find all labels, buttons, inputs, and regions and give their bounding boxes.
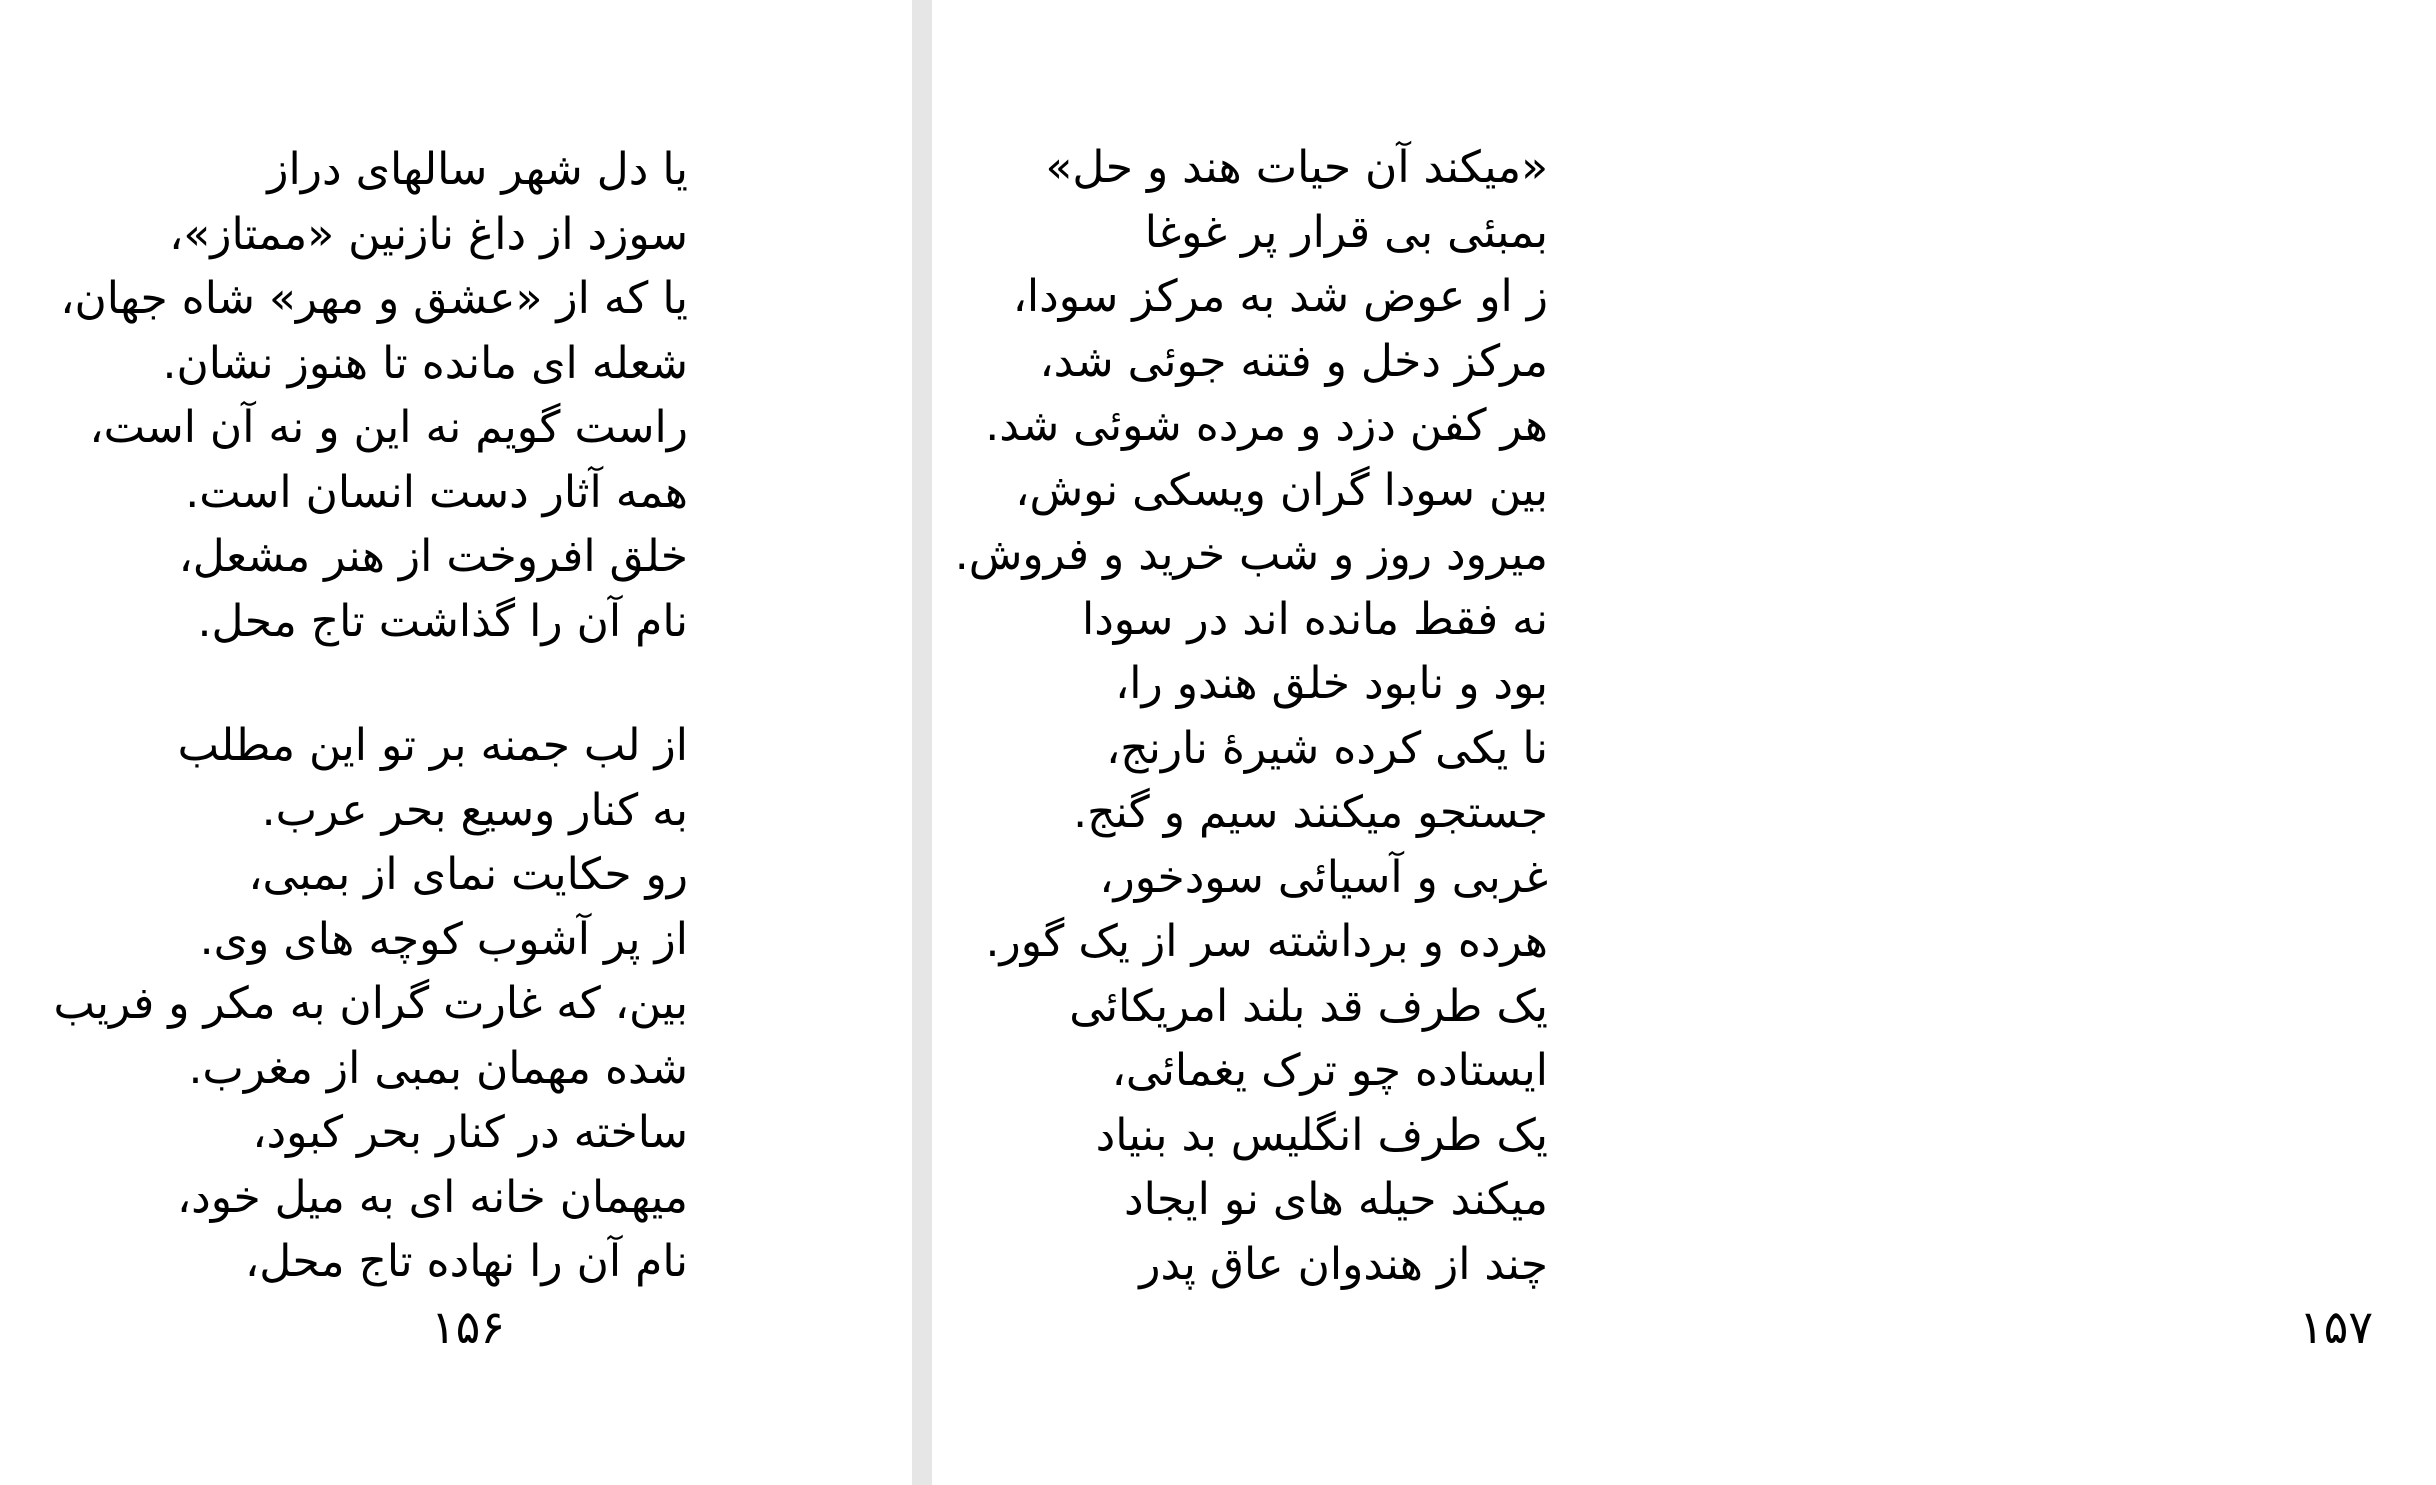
- verse-line: «میکند آن حیات هند و حل»: [1045, 142, 1548, 193]
- verse-line: بین، که غارت گران به مکر و فریب: [53, 978, 688, 1029]
- verse-line: ساخته در کنار بحر کبود،: [252, 1107, 688, 1158]
- verse-line: همه آثار دست انسان است.: [185, 466, 688, 518]
- verse-line: میهمان خانه ای به میل خود،: [176, 1171, 688, 1223]
- verse-line: یک طرف انگلیس بد بنیاد: [1095, 1109, 1548, 1161]
- right-page-verses: [954, 136, 1548, 1297]
- verse-line: نه فقط مانده اند در سودا: [1081, 593, 1548, 645]
- verse-line: از لب جمنه بر تو این مطلب: [177, 720, 688, 771]
- verse-line: یا دل شهر سالهای دراز: [267, 144, 688, 195]
- verse-line: ز او عوض شد به مرکز سودا،: [1012, 271, 1548, 322]
- verse-line: شعله ای مانده تا هنوز نشان.: [162, 337, 688, 389]
- verse-line: راست گویم نه این و نه آن است،: [89, 402, 688, 453]
- verse-line: نا یکی کرده شیرهٔ نارنج،: [1106, 722, 1548, 774]
- verse-line: خلق افروخت از هنر مشعل،: [178, 531, 688, 582]
- page-number: ۱۵۷: [2298, 1300, 2374, 1354]
- verse-line: غربی و آسیائی سودخور،: [1099, 851, 1548, 903]
- left-page: [0, 0, 912, 1485]
- verse-line: جستجو میکنند سیم و گنج.: [1073, 787, 1548, 838]
- verse-line: بین سودا گران ویسکی نوش،: [1015, 464, 1548, 516]
- verse-line: از پر آشوب کوچه های وی.: [199, 913, 688, 965]
- verse-line: مرکز دخل و فتنه جوئی شد،: [1039, 335, 1548, 387]
- verse-line: بمبئی بی قرار پر غوغا: [1144, 206, 1548, 258]
- book-gutter: [912, 0, 932, 1485]
- verse-line: سوزد از داغ نازنین «ممتاز»،: [169, 208, 688, 260]
- verse-line: یا که از «عشق و مهر» شاه جهان،: [60, 273, 688, 324]
- left-page-verses: [53, 138, 688, 1295]
- verse-line: میرود روز و شب خرید و فروش.: [954, 529, 1548, 580]
- verse-line: به کنار وسیع بحر عرب.: [261, 784, 688, 836]
- verse-line: چند از هندوان عاق پدر: [1139, 1238, 1548, 1290]
- verse-line: نام آن را نهاده تاج محل،: [245, 1236, 688, 1287]
- right-page: [932, 0, 2374, 1485]
- verse-line: میکند حیله های نو ایجاد: [1124, 1174, 1548, 1225]
- stanza-break: [168, 654, 688, 714]
- verse-line: هرده و برداشته سر از یک گور.: [985, 916, 1548, 967]
- verse-line: ایستاده چو ترک یغمائی،: [1111, 1045, 1548, 1096]
- verse-line: نام آن را گذاشت تاج محل.: [197, 595, 688, 647]
- page-number: ۱۵۶: [430, 1300, 506, 1354]
- verse-line: بود و نابود خلق هندو را،: [1115, 658, 1548, 709]
- verse-line: شده مهمان بمبی از مغرب.: [188, 1042, 688, 1094]
- verse-line: هر کفن دزد و مرده شوئی شد.: [985, 400, 1548, 451]
- verse-line: رو حکایت نمای از بمبی،: [248, 849, 688, 900]
- verse-line: یک طرف قد بلند امریکائی: [1069, 980, 1548, 1032]
